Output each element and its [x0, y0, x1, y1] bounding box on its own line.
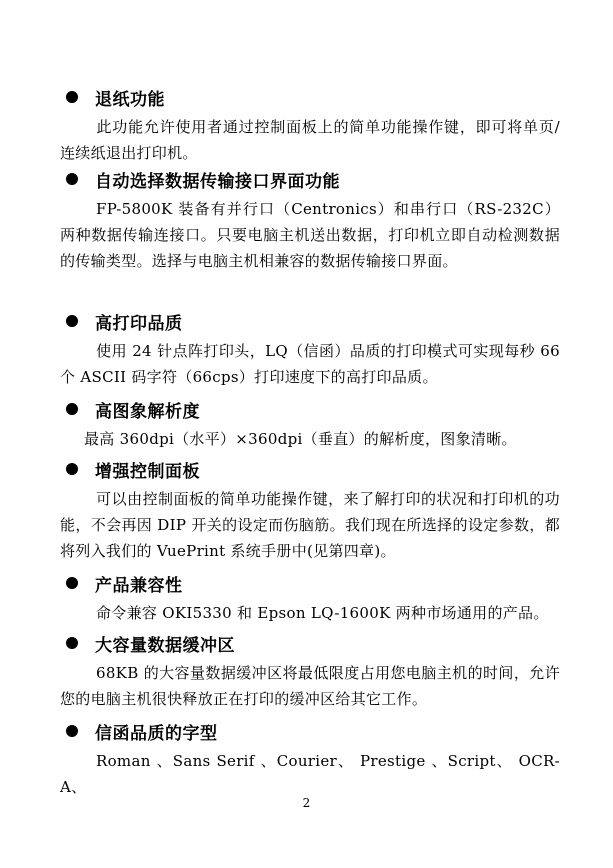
- section-heading: [60, 84, 560, 110]
- section-paragraph: [60, 748, 560, 800]
- heading-text: 大容量数据缓冲区: [95, 635, 235, 656]
- paragraph-text: 此功能允许使用者通过控制面板上的简单功能操作键，即可将单页/连续纸退出打印机。: [60, 118, 560, 162]
- bullet-icon: [66, 173, 78, 185]
- bullet-icon: [66, 463, 78, 475]
- paragraph-text: 命令兼容 OKI5330 和 Epson LQ-1600K 两种市场通用的产品。: [96, 604, 549, 622]
- section-paragraph: [60, 600, 560, 626]
- heading-text: 产品兼容性: [95, 575, 183, 596]
- section-high-resolution: [60, 396, 560, 452]
- page-number: 2: [302, 796, 311, 810]
- section-compatibility: [60, 570, 560, 626]
- section-paragraph: [60, 338, 560, 390]
- paragraph-text: Roman 、Sans Serif 、Courier、 Prestige 、Script、 OCR-A、: [60, 752, 560, 796]
- bullet-icon: [66, 403, 78, 415]
- paragraph-text: 68KB 的大容量数据缓冲区将最低限度占用您电脑主机的时间，允许您的电脑主机很快释放正在打印的缓冲区给其它工作。: [60, 664, 560, 708]
- section-letter-quality-fonts: [60, 718, 560, 800]
- section-data-buffer: [60, 630, 560, 712]
- section-heading: [60, 570, 560, 596]
- bullet-icon: [66, 725, 78, 737]
- heading-text: 自动选择数据传输接口界面功能: [95, 171, 340, 192]
- bullet-icon: [66, 91, 78, 103]
- bullet-icon: [66, 637, 78, 649]
- section-heading: [60, 166, 560, 192]
- section-paragraph: [60, 426, 560, 452]
- paragraph-text: 可以由控制面板的简单功能操作键，来了解打印的状况和打印机的功能，不会再因 DIP 开关的设定而伤脑筋。我们现在所选择的设定参数，都将列入我们的 VuePrint 系统手册中(见第四章)。: [60, 490, 560, 560]
- heading-text: 退纸功能: [95, 89, 165, 110]
- section-high-print-quality: [60, 308, 560, 390]
- section-heading: [60, 718, 560, 744]
- bullet-icon: [66, 577, 78, 589]
- paragraph-text: 使用 24 针点阵打印头，LQ（信函）品质的打印模式可实现每秒 66 个 ASCII 码字符（66cps）打印速度下的高打印品质。: [60, 342, 560, 386]
- section-paragraph: [60, 660, 560, 712]
- section-paragraph: [60, 196, 560, 274]
- heading-text: 信函品质的字型: [95, 723, 218, 744]
- section-heading: [60, 630, 560, 656]
- section-paragraph: [60, 114, 560, 166]
- heading-text: 增强控制面板: [95, 461, 200, 482]
- bullet-icon: [66, 315, 78, 327]
- heading-text: 高图象解析度: [95, 401, 200, 422]
- section-auto-interface: [60, 166, 560, 274]
- section-control-panel: [60, 456, 560, 564]
- section-heading: [60, 308, 560, 334]
- section-heading: [60, 456, 560, 482]
- section-heading: [60, 396, 560, 422]
- paragraph-text: 最高 360dpi（水平）×360dpi（垂直）的解析度，图象清晰。: [84, 430, 517, 448]
- paragraph-text: FP-5800K 装备有并行口（Centronics）和串行口（RS-232C）两种数据传输连接口。只要电脑主机送出数据，打印机立即自动检测数据的传输类型。选择与电脑主机相兼容的数据传输接口界面。: [60, 200, 560, 270]
- section-paragraph: [60, 486, 560, 564]
- section-paper-eject: [60, 84, 560, 166]
- heading-text: 高打印品质: [95, 313, 183, 334]
